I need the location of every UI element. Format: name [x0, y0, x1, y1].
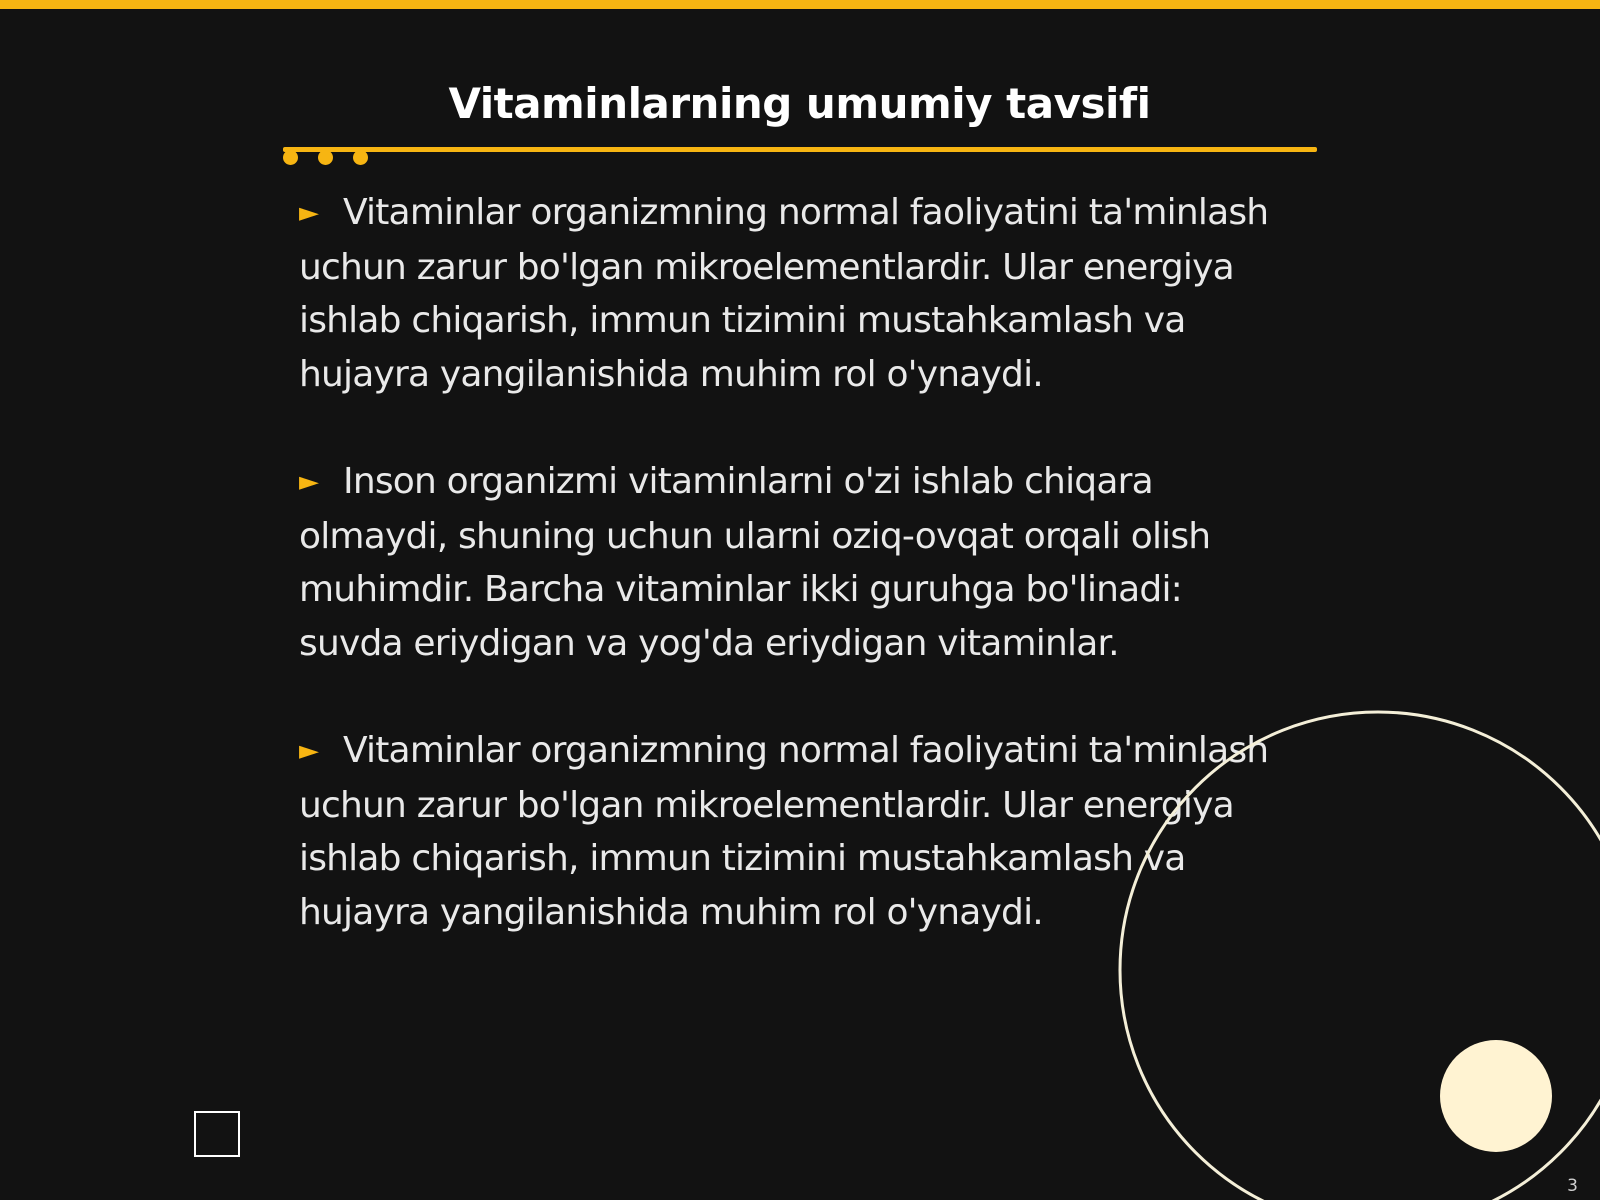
- top-accent-bar: [0, 0, 1600, 9]
- decorative-square: [194, 1111, 240, 1157]
- page-number: 3: [1567, 1176, 1578, 1196]
- bullet-paragraph-2: [299, 455, 1279, 670]
- slide-title: Vitaminlarning umumiy tavsifi: [448, 79, 1151, 128]
- bullet-text-1: Vitaminlar organizmning normal faoliyatini ta'minlash uchun zarur bo'lgan mikroelementlardir. Ular energiya ishlab chiqarish, immun tizimini mustahkamlash va hujayra yangilanishida muhim rol o'ynaydi.: [299, 192, 1269, 395]
- bullet-paragraph-3: [299, 724, 1279, 939]
- decorative-dots: [283, 150, 373, 166]
- dot-3: [353, 150, 368, 165]
- dot-1: [283, 150, 298, 165]
- bullet-arrow-icon: ►: [299, 467, 319, 497]
- bullet-text-3: Vitaminlar organizmning normal faoliyatini ta'minlash uchun zarur bo'lgan mikroelementlardir. Ular energiya ishlab chiqarish, immun tizimini mustahkamlash va hujayra yangilanishida muhim rol o'ynaydi.: [299, 730, 1269, 933]
- title-underline: [283, 147, 1317, 152]
- decorative-cream-circle: [1440, 1040, 1552, 1152]
- bullet-arrow-icon: ►: [299, 198, 319, 228]
- bullet-list: [299, 186, 1279, 993]
- bullet-text-2: Inson organizmi vitaminlarni o'zi ishlab chiqara olmaydi, shuning uchun ularni oziq-ovqat orqali olish muhimdir. Barcha vitaminlar ikki guruhga bo'linadi: suvda eriydigan va yog'da eriydigan vitaminlar.: [299, 461, 1211, 664]
- dot-2: [318, 150, 333, 165]
- bullet-arrow-icon: ►: [299, 736, 319, 766]
- bullet-paragraph-1: [299, 186, 1279, 401]
